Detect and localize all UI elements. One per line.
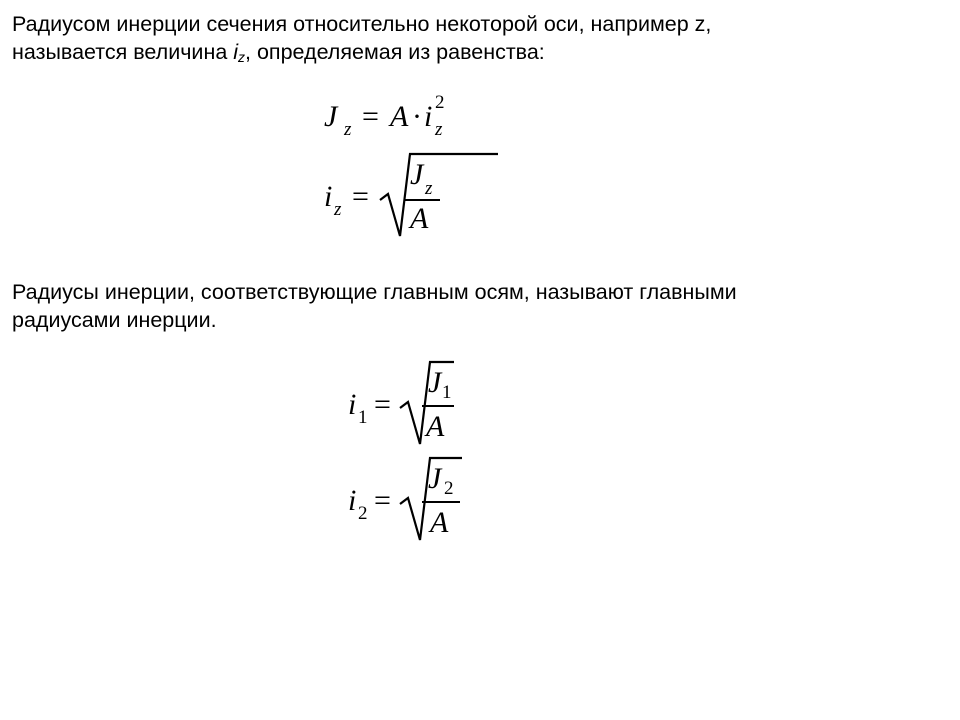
paragraph-line-2-end: , определяемая из равенства:	[245, 40, 545, 64]
paragraph-radius-definition	[12, 10, 942, 71]
formula-equals: =	[352, 180, 369, 213]
formula-symbol-J: J	[324, 100, 338, 133]
formula-equals: =	[362, 100, 379, 133]
formula-equals: =	[374, 484, 391, 517]
formula-symbol-i: i	[324, 180, 333, 213]
fraction-bar	[422, 501, 460, 503]
formula-symbol-i: i	[348, 388, 357, 421]
formula-subscript: 2	[358, 503, 368, 524]
formula-radius-z	[324, 152, 464, 242]
fraction-bar	[422, 405, 454, 407]
formula-symbol-i: i	[348, 484, 357, 517]
formula-symbol-J: J	[410, 158, 424, 191]
formula-symbol-A: A	[430, 506, 449, 539]
formula-subscript: z	[334, 199, 342, 220]
paragraph-line-1: Радиусом инерции сечения относительно некоторой оси, например z,	[12, 12, 712, 36]
formula-symbol-A: A	[426, 410, 445, 443]
paragraph-line-1: Радиусы инерции, соответствующие главным осям, называют главными	[12, 280, 737, 304]
formula-symbol-J: J	[428, 366, 442, 399]
formula-subscript: 2	[444, 478, 454, 499]
formula-moment-of-inertia	[324, 92, 484, 150]
formula-radius-2	[348, 456, 488, 546]
formula-symbol-A: A	[410, 202, 429, 235]
formula-superscript: 2	[435, 92, 445, 113]
fraction-bar	[404, 199, 440, 201]
formula-subscript: z	[435, 119, 443, 140]
formula-symbol-i: i	[424, 100, 433, 133]
formula-radius-1	[348, 360, 488, 450]
inline-variable-subscript: z	[238, 49, 246, 65]
paragraph-principal-radii	[12, 278, 942, 334]
paragraph-line-2: радиусами инерции.	[12, 308, 217, 332]
formula-symbol-A: A	[390, 100, 409, 133]
formula-dot: ·	[412, 100, 422, 133]
inline-variable: i	[233, 40, 239, 64]
formula-subscript: z	[425, 178, 433, 199]
formula-subscript: 1	[358, 407, 368, 428]
formula-symbol-J: J	[428, 462, 442, 495]
formula-equals: =	[374, 388, 391, 421]
paragraph-line-2-start: называется величина	[12, 40, 234, 64]
formula-subscript: z	[344, 119, 352, 140]
formula-subscript: 1	[442, 382, 452, 403]
